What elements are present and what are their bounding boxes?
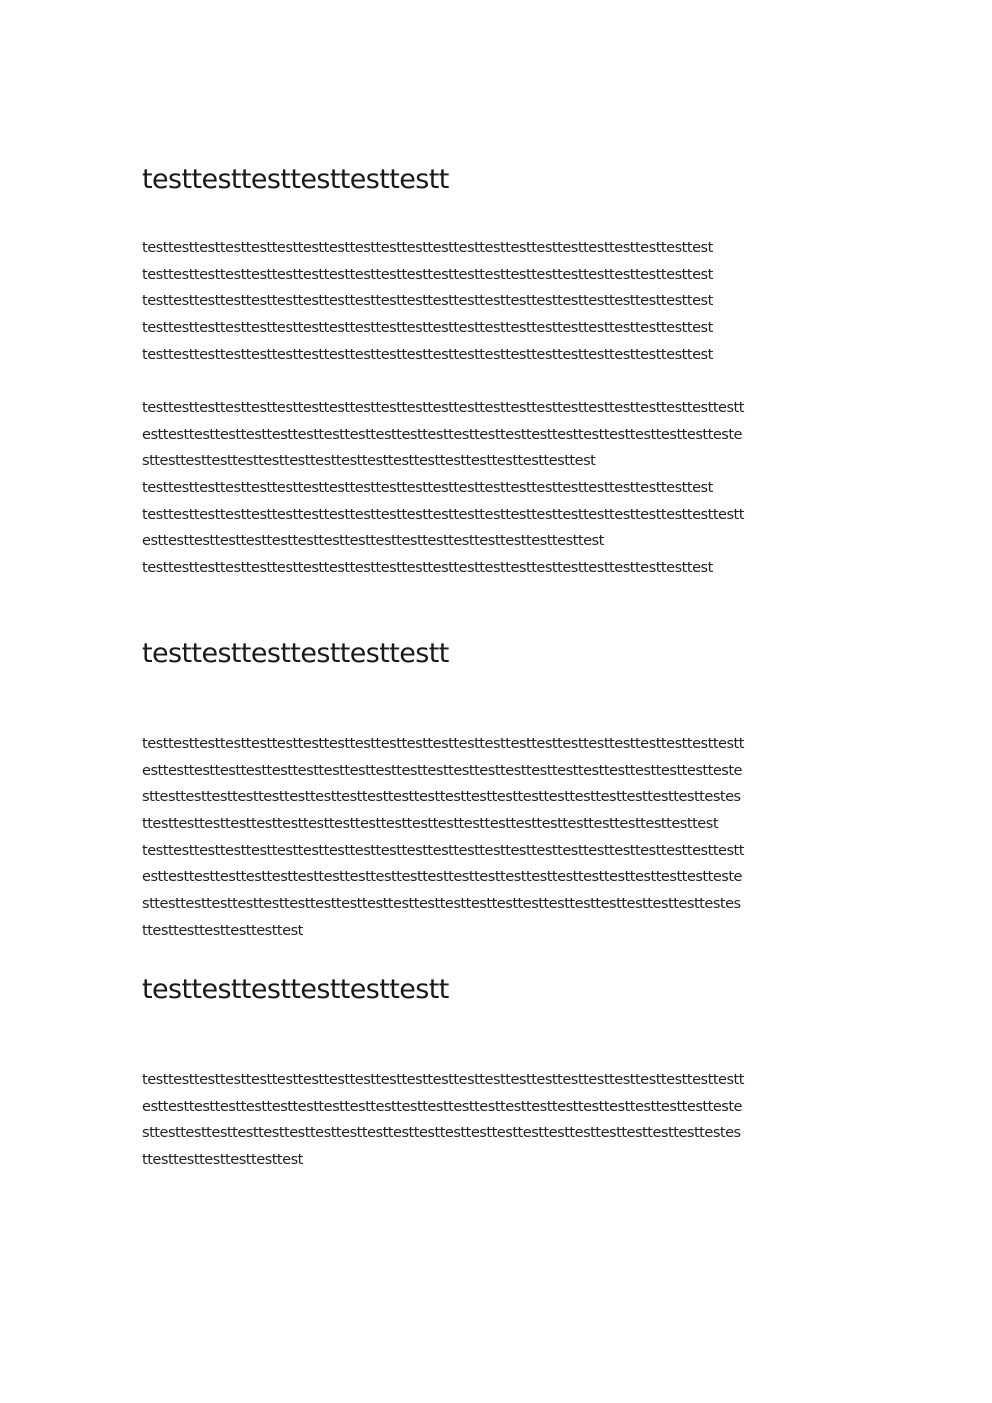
- text-line: esttesttesttesttesttesttesttesttesttesttesttesttesttesttesttesttesttesttesttesttesttestteste: [142, 425, 743, 443]
- text-line: testtesttesttesttesttesttesttesttesttesttesttesttesttesttesttesttesttesttesttesttesttest: [142, 265, 713, 283]
- text-line: testtesttesttesttesttesttesttesttesttesttesttesttesttesttesttesttesttesttesttesttesttest: [142, 479, 713, 497]
- paragraph-1-2: [142, 395, 744, 582]
- paragraph-1-1: [142, 235, 713, 368]
- text-line: ttesttesttesttesttesttest: [142, 921, 303, 939]
- text-line: testtesttesttesttesttesttesttesttesttesttesttesttesttesttesttesttesttesttesttesttesttest: [142, 559, 713, 577]
- text-line: testtesttesttesttesttesttesttesttesttesttesttesttesttesttesttesttesttesttesttesttesttesttestt: [142, 399, 744, 416]
- text-line: testtesttesttesttesttesttesttesttesttesttesttesttesttesttesttesttesttesttesttesttesttest: [142, 292, 713, 310]
- text-line: testtesttesttesttesttesttesttesttesttesttesttesttesttesttesttesttesttesttesttesttesttesttestt: [142, 1071, 744, 1088]
- text-line: sttesttesttesttesttesttesttesttesttesttesttesttesttesttesttesttesttesttesttesttesttesttestes: [142, 1124, 741, 1142]
- text-line: sttesttesttesttesttesttesttesttesttesttesttesttesttesttesttesttesttesttesttesttesttesttestes: [142, 895, 741, 913]
- text-line: sttesttesttesttesttesttesttesttesttesttesttesttesttesttesttesttesttest: [142, 452, 596, 470]
- paragraph-3-1: [142, 1067, 744, 1174]
- text-line: testtesttesttesttesttesttesttesttesttesttesttesttesttesttesttesttesttesttesttesttesttesttestt: [142, 735, 744, 752]
- text-line: esttesttesttesttesttesttesttesttesttesttesttesttesttesttesttesttesttesttesttesttesttestteste: [142, 761, 743, 779]
- section-heading-3: testtesttesttesttesttestt: [142, 974, 449, 1005]
- text-line: ttesttesttesttesttesttesttesttesttesttesttesttesttesttesttesttesttesttesttesttesttesttest: [142, 815, 719, 833]
- text-line: esttesttesttesttesttesttesttesttesttesttesttesttesttesttesttesttesttesttesttesttesttestteste: [142, 868, 743, 886]
- section-heading-1: testtesttesttesttesttestt: [142, 164, 449, 195]
- text-line: sttesttesttesttesttesttesttesttesttesttesttesttesttesttesttesttesttesttesttesttesttesttestes: [142, 788, 741, 806]
- text-line: testtesttesttesttesttesttesttesttesttesttesttesttesttesttesttesttesttesttesttesttesttest: [142, 319, 713, 337]
- paragraph-2-1: [142, 731, 744, 945]
- section-heading-2: testtesttesttesttesttestt: [142, 638, 449, 669]
- text-line: ttesttesttesttesttesttest: [142, 1151, 303, 1169]
- text-line: testtesttesttesttesttesttesttesttesttesttesttesttesttesttesttesttesttesttesttesttesttesttestt: [142, 841, 744, 859]
- text-line: testtesttesttesttesttesttesttesttesttesttesttesttesttesttesttesttesttesttesttesttesttest: [142, 239, 713, 256]
- text-line: testtesttesttesttesttesttesttesttesttesttesttesttesttesttesttesttesttesttesttesttesttest: [142, 345, 713, 363]
- text-line: esttesttesttesttesttesttesttesttesttesttesttesttesttesttesttesttesttest: [142, 532, 604, 550]
- text-line: testtesttesttesttesttesttesttesttesttesttesttesttesttesttesttesttesttesttesttesttesttesttestt: [142, 505, 744, 523]
- text-line: esttesttesttesttesttesttesttesttesttesttesttesttesttesttesttesttesttesttesttesttesttestteste: [142, 1097, 743, 1115]
